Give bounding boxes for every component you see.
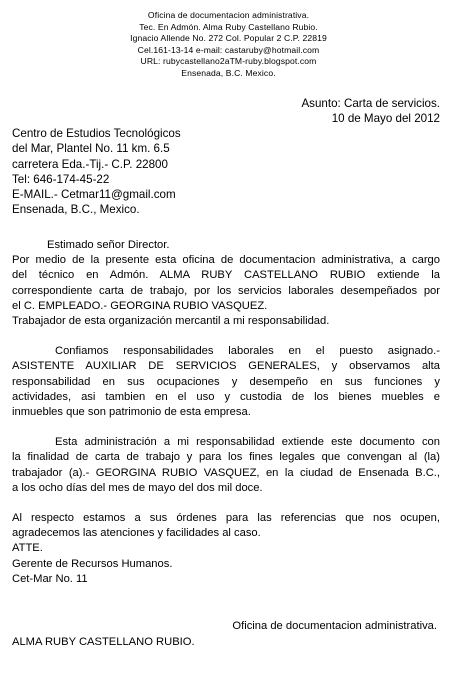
paragraph-line: responsabilidad en sus ocupaciones y desempeño en sus funciones y (12, 375, 440, 388)
paragraph-line: trabajador (a).- GEORGINA RUBIO VASQUEZ, en la ciudad de Ensenada B.C., (12, 466, 440, 479)
paragraph-line: agradecemos las atenciones y facilidades al caso. (12, 527, 261, 540)
subject-block (301, 96, 440, 126)
greeting: Estimado señor Director. (47, 239, 170, 251)
recipient-address (12, 126, 181, 218)
letter-body (12, 238, 440, 587)
paragraph-3 (12, 435, 440, 496)
paragraph-line: actividades, asi tambien en el uso y custodia de los bienes muebles e (12, 390, 440, 403)
paragraph-line: ASISTENTE AUXILIAR DE SERVICIOS GENERALES, y observamos alta (12, 360, 440, 373)
subject-line: Asunto: Carta de servicios. (301, 97, 440, 110)
paragraph-2 (12, 344, 440, 420)
letterhead-person: Tec. En Admón. Alma Ruby Castellano Rubio. (139, 21, 318, 32)
letterhead-office: Oficina de documentacion administrativa. (147, 10, 310, 20)
signature-office: Oficina de documentacion administrativa. (232, 620, 437, 632)
paragraph-line: Confiamos responsabilidades laborales en el puesto asignado.- (55, 345, 440, 358)
letterhead-contact: Cel.161-13-14 e-mail: castaruby@hotmail.com (137, 44, 320, 55)
recipient-line: Centro de Estudios Tecnológicos (12, 127, 181, 140)
paragraph-line: Al respecto estamos a sus órdenes para las referencias que nos ocupen, (12, 512, 440, 525)
paragraph-4 (12, 511, 440, 587)
letter-date: 10 de Mayo del 2012 (331, 112, 440, 125)
letterhead-address: Ignacio Allende No. 272 Col. Popular 2 C.P. 22819 (130, 33, 327, 44)
letterhead (0, 10, 457, 80)
signature-name: ALMA RUBY CASTELLANO RUBIO. (12, 636, 195, 648)
paragraph-line: el C. EMPLEADO.- GEORGINA RUBIO VASQUEZ. (12, 299, 268, 312)
letterhead-city: Ensenada, B.C. Mexico. (181, 67, 276, 78)
closing: ATTE. (12, 542, 43, 555)
paragraph-line: Trabajador de esta organización mercantil a mi responsabilidad. (12, 315, 330, 328)
signer-org: Cet-Mar No. 11 (12, 572, 88, 585)
paragraph-line: inmuebles que son patrimonio de esta empresa. (12, 406, 251, 419)
paragraph-1 (12, 253, 440, 329)
paragraph-line: a los ocho días del mes de mayo del dos mil doce. (12, 481, 263, 494)
paragraph-line: Esta administración a mi responsabilidad extiende este documento con (55, 436, 440, 449)
recipient-line: del Mar, Plantel No. 11 km. 6.5 (12, 142, 170, 156)
paragraph-line: correspondiente carta de trabajo, por los servicios laborales desempeñados por (12, 284, 440, 297)
recipient-line: Tel: 646-174-45-22 (12, 172, 110, 186)
recipient-line: carretera Eda.-Tij.- C.P. 22800 (12, 157, 168, 171)
letterhead-url: URL: rubycastellano2aTM-ruby.blogspot.com (140, 56, 317, 67)
paragraph-line: Por medio de la presente esta oficina de documentacion administrativa, a cargo (12, 254, 440, 267)
signer-title: Gerente de Recursos Humanos. (12, 557, 173, 570)
recipient-line: E-MAIL.- Cetmar11@gmail.com (12, 188, 176, 202)
paragraph-line: del técnico en Admón. ALMA RUBY CASTELLANO RUBIO extiende la (12, 269, 440, 282)
paragraph-line: la finalidad de carta de trabajo y para los fines legales que convengan al (la) (12, 451, 440, 464)
recipient-line: Ensenada, B.C., Mexico. (12, 203, 140, 217)
